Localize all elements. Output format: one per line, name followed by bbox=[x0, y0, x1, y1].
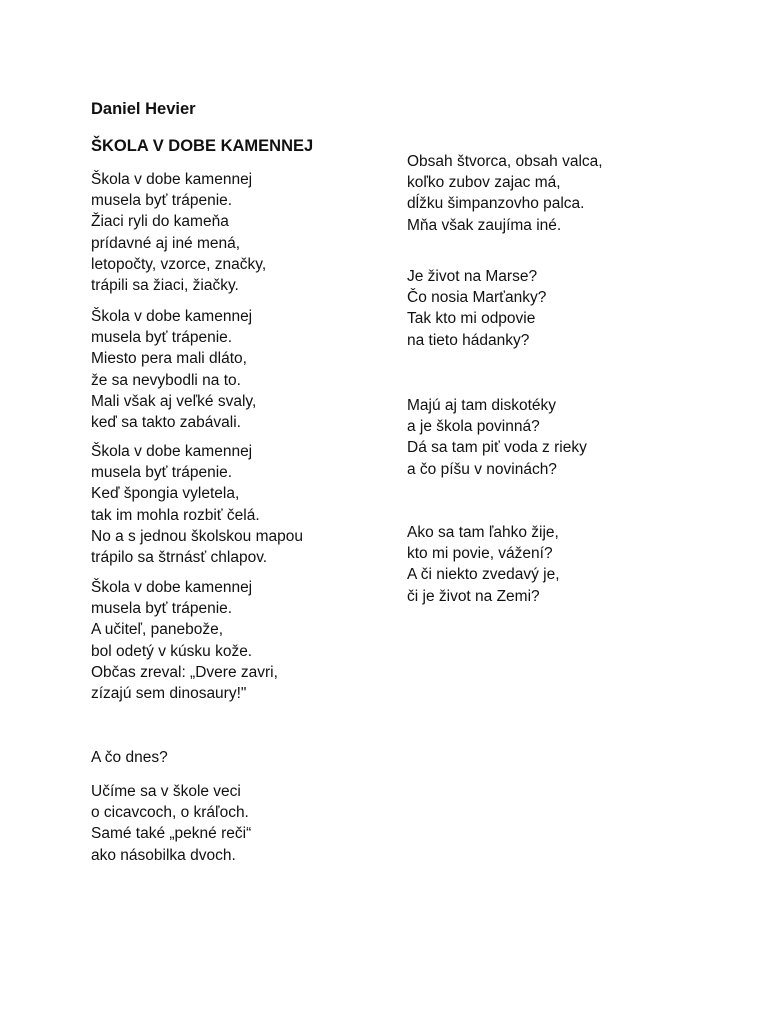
verse-line: Miesto pera mali dláto, bbox=[91, 350, 247, 368]
stanza-left-2 bbox=[91, 306, 256, 433]
verse-line: Majú aj tam diskotéky bbox=[407, 397, 557, 414]
verse-line: letopočty, vzorce, značky, bbox=[91, 255, 267, 273]
verse-line: A či niekto zvedavý je, bbox=[407, 566, 560, 584]
verse-line: Škola v dobe kamennej bbox=[91, 171, 253, 188]
verse-line: Obsah štvorca, obsah valca, bbox=[407, 153, 603, 170]
verse-line: a je škola povinná? bbox=[407, 418, 540, 436]
verse-line: Dá sa tam piť voda z rieky bbox=[407, 439, 587, 457]
verse-line: že sa nevybodli na to. bbox=[91, 371, 241, 389]
stanza-left-4 bbox=[91, 577, 278, 704]
verse-line: bol odetý v kúsku kože. bbox=[91, 642, 253, 660]
verse-line: Tak kto mi odpovie bbox=[407, 310, 536, 328]
stanza-left-3 bbox=[91, 441, 303, 568]
verse-line: A učiteľ, panebože, bbox=[91, 621, 224, 639]
stanza-right-1 bbox=[407, 151, 603, 236]
verse-line: zízajú sem dinosaury!" bbox=[91, 685, 247, 703]
stanza-left-6 bbox=[91, 781, 251, 866]
verse-line: o cicavcoch, o kráľoch. bbox=[91, 804, 249, 822]
verse-line: Mňa však zaujíma iné. bbox=[407, 216, 562, 234]
author-name: Daniel Hevier bbox=[91, 100, 196, 118]
verse-line: Občas zreval: „Dvere zavri, bbox=[91, 663, 278, 681]
verse-line: Je život na Marse? bbox=[407, 268, 538, 285]
verse-line: keď sa takto zabávali. bbox=[91, 414, 241, 432]
stanza-right-3 bbox=[407, 395, 587, 480]
verse-line: musela byť trápenie. bbox=[91, 464, 233, 482]
verse-line: A čo dnes? bbox=[91, 749, 168, 766]
verse-line: Samé také „pekné reči“ bbox=[91, 825, 252, 843]
verse-line: Učíme sa v škole veci bbox=[91, 783, 241, 800]
verse-line: Keď špongia vyletela, bbox=[91, 485, 240, 503]
verse-line: Žiaci ryli do kameňa bbox=[91, 213, 229, 231]
verse-line: musela byť trápenie. bbox=[91, 192, 233, 210]
verse-line: trápili sa žiaci, žiačky. bbox=[91, 277, 239, 295]
verse-line: musela byť trápenie. bbox=[91, 329, 233, 347]
stanza-left-5 bbox=[91, 747, 168, 768]
verse-line: Čo nosia Marťanky? bbox=[407, 289, 547, 307]
stanza-right-2 bbox=[407, 266, 546, 351]
verse-line: trápilo sa štrnásť chlapov. bbox=[91, 549, 268, 567]
verse-line: prídavné aj iné mená, bbox=[91, 234, 241, 252]
verse-line: Ako sa tam ľahko žije, bbox=[407, 524, 559, 541]
verse-line: koľko zubov zajac má, bbox=[407, 174, 561, 192]
verse-line: kto mi povie, vážení? bbox=[407, 545, 553, 563]
verse-line: Mali však aj veľké svaly, bbox=[91, 392, 257, 410]
verse-line: a čo píšu v novinách? bbox=[407, 460, 557, 478]
verse-line: na tieto hádanky? bbox=[407, 331, 530, 349]
stanza-left-1 bbox=[91, 169, 266, 296]
poem-title: ŠKOLA V DOBE KAMENNEJ bbox=[91, 137, 314, 155]
verse-line: či je život na Zemi? bbox=[407, 587, 540, 605]
stanza-right-4 bbox=[407, 522, 560, 607]
verse-line: musela byť trápenie. bbox=[91, 600, 233, 618]
verse-line: Škola v dobe kamennej bbox=[91, 308, 253, 325]
verse-line: Škola v dobe kamennej bbox=[91, 579, 253, 596]
verse-line: ako násobilka dvoch. bbox=[91, 846, 236, 864]
verse-line: No a s jednou školskou mapou bbox=[91, 527, 303, 545]
verse-line: dĺžku šimpanzovho palca. bbox=[407, 195, 585, 213]
verse-line: Škola v dobe kamennej bbox=[91, 443, 253, 460]
verse-line: tak im mohla rozbiť čelá. bbox=[91, 506, 260, 524]
